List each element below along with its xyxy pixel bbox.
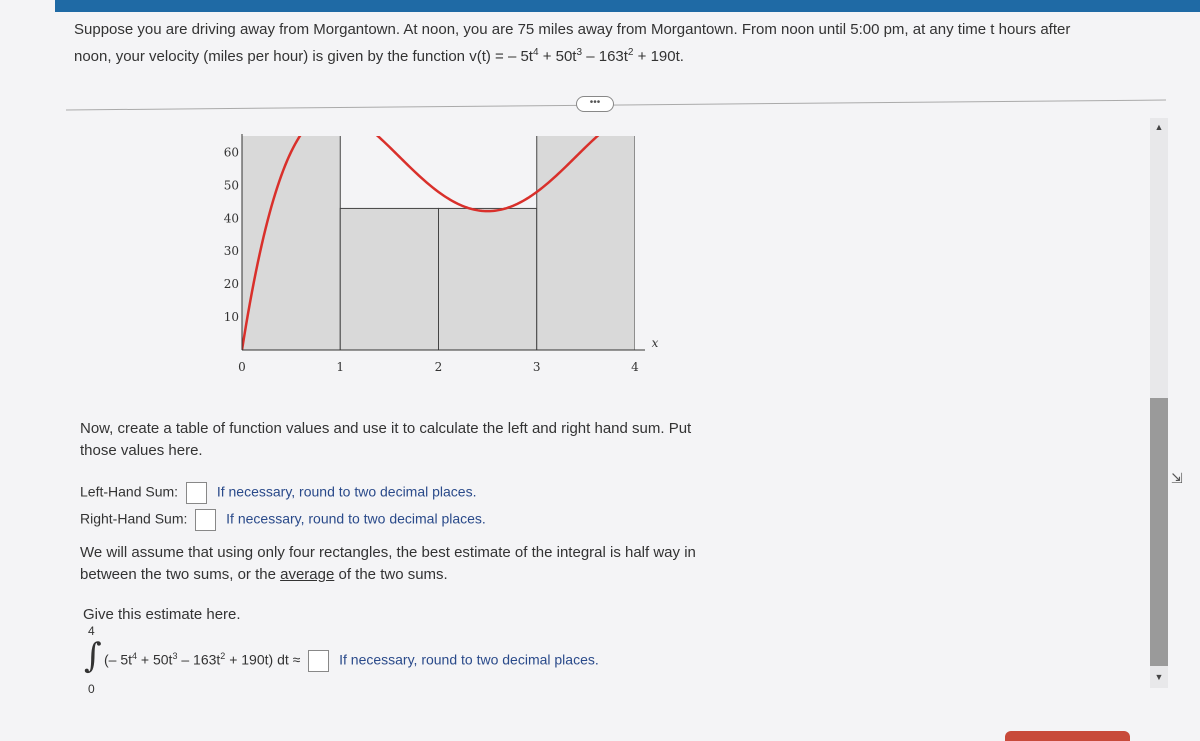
left-sum-label: Left-Hand Sum: [80,483,179,500]
y-tick-label: 20 [223,277,239,292]
problem-text: noon, your velocity (miles per hour) is given by the function v(t) = – 5t [74,48,533,65]
integral-sign: ∫ [84,636,102,676]
scroll-up-arrow-icon[interactable]: ▲ [1154,122,1164,132]
left-sum-hint: If necessary, round to two decimal places. [216,483,477,500]
cursor-icon: ⇲ [1171,470,1183,486]
problem-statement [74,18,1164,68]
integral-hint: If necessary, round to two decimal places. [339,651,599,668]
assumption-line-1: We will assume that using only four rectangles, the best estimate of the integral is half way in [80,544,696,561]
exponent: 3 [172,651,178,662]
right-sum-hint: If necessary, round to two decimal places. [226,510,486,527]
integral-text: (– 5t [104,651,133,668]
right-sum-row [80,509,486,531]
problem-text: + 190t. [633,48,684,65]
integral-lower-limit: 0 [88,682,95,696]
scroll-down-arrow-icon[interactable]: ▼ [1154,672,1164,682]
scrollbar-thumb[interactable] [1150,398,1168,666]
problem-text: – 163t [582,48,628,65]
integral-estimate-input[interactable] [308,650,329,672]
assumption-text-part: between the two sums, or the [80,566,281,583]
integral-text: + 190t) dt ≈ [225,651,301,668]
x-tick-label: 0 [238,360,246,374]
y-tick-label: 30 [223,244,239,259]
integral-text: + 50t [137,651,173,668]
instructions [80,418,691,462]
left-sum-input[interactable] [186,482,207,504]
assumption-text [80,542,696,586]
x-tick-label: 3 [532,360,541,374]
riemann-rectangle-3 [439,208,537,350]
more-options-button[interactable]: ••• [576,96,614,112]
submit-button[interactable] [1005,731,1130,741]
problem-text: + 50t [538,48,577,65]
integral-text: – 163t [177,651,221,668]
right-sum-label: Right-Hand Sum: [80,510,188,527]
assumption-text-part: of the two sums. [334,566,448,583]
riemann-rectangle-4 [537,120,635,350]
velocity-chart-svg [205,120,675,390]
exponent: 3 [576,47,583,58]
instructions-line-2: those values here. [80,442,203,459]
y-tick-label: 10 [223,310,239,325]
x-axis-label: x [651,336,659,350]
x-tick-label: 4 [631,360,639,374]
give-estimate-label: Give this estimate here. [83,606,241,623]
y-tick-label: 50 [223,178,239,193]
x-tick-label: 1 [336,360,345,374]
assumption-line-2 [80,564,696,586]
exponent: 4 [132,651,138,662]
integral-upper-limit: 4 [88,624,95,638]
x-tick-label: 2 [434,360,443,374]
exponent: 4 [532,47,539,58]
right-sum-input[interactable] [195,509,216,531]
problem-line-1: Suppose you are driving away from Morgantown. At noon, you are 75 miles away from Morgantown. From noon until 5:00 pm, at any time t hours after [74,21,1071,38]
left-sum-row [80,482,477,504]
problem-line-2 [74,41,1164,68]
exponent: 2 [220,651,226,662]
y-tick-label: 60 [223,145,239,160]
integral-estimate-row [84,618,784,698]
average-link[interactable]: average [280,566,335,583]
exponent: 2 [627,47,634,58]
y-tick-label: 40 [223,211,239,226]
section-divider [66,98,1166,114]
integral-expression [104,650,599,672]
top-accent-bar [55,0,1200,12]
riemann-rectangle-2 [340,208,438,350]
instructions-line-1: Now, create a table of function values and use it to calculate the left and right hand sum. Put [80,420,692,437]
velocity-chart [205,120,675,390]
